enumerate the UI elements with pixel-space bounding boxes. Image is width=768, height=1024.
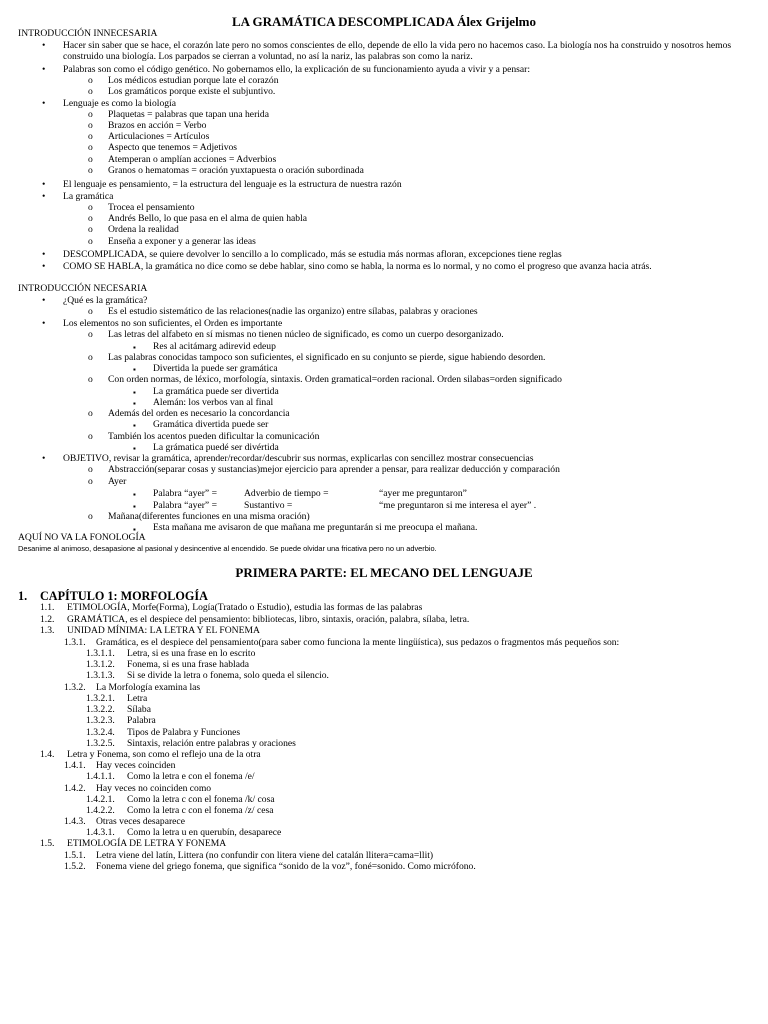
bullet-disc: • bbox=[42, 40, 46, 51]
item-text: El lenguaje es pensamiento, = la estructura del lenguaje es la estructura de nuestra razón bbox=[63, 179, 402, 190]
item-text: Mañana(diferentes funciones en una misma oración) bbox=[108, 511, 310, 522]
item-text: DESCOMPLICADA, se quiere devolver lo sencillo a lo complicado, más se estudia más normas afloran, excepciones tiene reglas bbox=[63, 249, 562, 260]
outline-text: Tipos de Palabra y Funciones bbox=[127, 727, 241, 738]
bullet-circle: o bbox=[88, 224, 93, 235]
item-text: Hacer sin saber que se hace, el corazón late pero no somos conscientes de ello, depende de ello la vida pero no hacemos caso. La biología nos ha construido y nosotros hemos construido una biología. Los parpados se cierran a voluntad, no así la nariz, las palabras son como la nariz. bbox=[63, 40, 732, 63]
bullet-circle: o bbox=[88, 236, 93, 247]
outline-text: Como la letra c con el fonema /k/ cosa bbox=[127, 794, 275, 805]
outline-number: 1.3.2. bbox=[64, 682, 86, 693]
item-text: Atemperan o amplían acciones = Adverbios bbox=[108, 154, 277, 165]
item-text: Abstracción(separar cosas y sustancias)mejor ejercicio para aprender a pensar, para realizar deducción y comparación bbox=[108, 464, 560, 475]
outline-number: 1.3.2.3. bbox=[86, 715, 115, 726]
outline-text: Como la letra e con el fonema /e/ bbox=[127, 771, 255, 782]
outline-text: Hay veces no coinciden como bbox=[96, 783, 212, 794]
bullet-square: ▪ bbox=[133, 502, 136, 511]
outline-text: La Morfología examina las bbox=[96, 682, 201, 693]
item-text: Enseña a exponer y a generar las ideas bbox=[108, 236, 256, 247]
item-text: Brazos en acción = Verbo bbox=[108, 120, 207, 131]
bullet-circle: o bbox=[88, 86, 93, 97]
outline-number: 1.3.2.1. bbox=[86, 693, 115, 704]
bullet-circle: o bbox=[88, 202, 93, 213]
bullet-square: ▪ bbox=[133, 490, 136, 499]
outline-number: 1.3.1.2. bbox=[86, 659, 115, 670]
item-text: Alemán: los verbos van al final bbox=[153, 397, 274, 408]
bullet-square: ▪ bbox=[133, 365, 136, 374]
outline-text: Como la letra c con el fonema /z/ cesa bbox=[127, 805, 274, 816]
part-title: PRIMERA PARTE: EL MECANO DEL LENGUAJE bbox=[235, 565, 533, 580]
outline-number: 1.3.2.2. bbox=[86, 704, 115, 715]
item-text: Ordena la realidad bbox=[108, 224, 179, 235]
item-text: Con orden normas, de léxico, morfología, sintaxis. Orden gramatical=orden racional. Orden silabas=orden significado bbox=[108, 374, 562, 385]
bullet-square: ▪ bbox=[133, 343, 136, 352]
item-text: Palabras son como el código genético. No gobernamos ello, la explicación de su funcionamiento ayuda a vivir y a pensar: bbox=[63, 64, 531, 75]
outline-number: 1.5.2. bbox=[64, 861, 86, 872]
item-text: ¿Qué es la gramática? bbox=[63, 295, 148, 306]
fonologia-note: Desanime al animoso, desapasione al pasional y desincentive al encendido. Se puede olvidar una fricativa pero no un adverbio. bbox=[18, 544, 437, 553]
outline-text: Letra y Fonema, son como el reflejo una de la otra bbox=[67, 749, 261, 760]
outline-text: Gramática, es el despiece del pensamiento(para saber como funciona la mente lingüística), sus pedazos o fragmentos más pequeños son: bbox=[96, 637, 620, 648]
item-text: También los acentos pueden dificultar la comunicación bbox=[108, 431, 320, 442]
outline-number: 1.4.1.1. bbox=[86, 771, 115, 782]
bullet-circle: o bbox=[88, 374, 93, 385]
outline-text: Letra bbox=[127, 693, 148, 704]
bullet-circle: o bbox=[88, 165, 93, 176]
outline-number: 1.4.3. bbox=[64, 816, 86, 827]
bullet-square: ▪ bbox=[133, 525, 136, 534]
outline-number: 1.4.2.2. bbox=[86, 805, 115, 816]
bullet-circle: o bbox=[88, 154, 93, 165]
outline-text: GRAMÁTICA, es el despiece del pensamiento: bibliotecas, libro, sintaxis, oración, palabra, sílaba, letra. bbox=[67, 614, 470, 625]
bullet-disc: • bbox=[42, 249, 46, 260]
outline-text: Sintaxis, relación entre palabras y oraciones bbox=[127, 738, 296, 749]
bullet-square: ▪ bbox=[133, 399, 136, 408]
item-text: Esta mañana me avisaron de que mañana me preguntarán si me preocupa el mañana. bbox=[153, 522, 478, 533]
item-text: Articulaciones = Artículos bbox=[108, 131, 210, 142]
item-text: La gramática bbox=[63, 191, 114, 202]
item-text: Los gramáticos porque existe el subjuntivo. bbox=[108, 86, 276, 97]
outline-text: Otras veces desaparece bbox=[96, 816, 185, 827]
outline-number: 1.1. bbox=[40, 602, 55, 613]
chapter-title: CAPÍTULO 1: MORFOLOGÍA bbox=[40, 589, 208, 603]
ayer-cell-function: Adverbio de tiempo = bbox=[244, 488, 329, 499]
item-text: Gramática divertida puede ser bbox=[153, 419, 269, 430]
item-text: OBJETIVO, revisar la gramática, aprender/recordar/descubrir sus normas, explicarlas con sencillez mostrar consecuencias bbox=[63, 453, 534, 464]
bullet-circle: o bbox=[88, 109, 93, 120]
bullet-square: ▪ bbox=[133, 444, 136, 453]
item-text: Res al acitámarg adirevid edeup bbox=[153, 341, 276, 352]
outline-number: 1.3.1. bbox=[64, 637, 86, 648]
outline-number: 1.4. bbox=[40, 749, 55, 760]
outline-text: UNIDAD MÍNIMA: LA LETRA Y EL FONEMA bbox=[67, 625, 260, 636]
outline-text: Fonema viene del griego fonema, que significa “sonido de la voz”, foné=sonido. Como micrófono. bbox=[96, 861, 476, 872]
bullet-circle: o bbox=[88, 306, 93, 317]
item-text: Ayer bbox=[108, 476, 127, 487]
bullet-circle: o bbox=[88, 476, 93, 487]
outline-number: 1.5.1. bbox=[64, 850, 86, 861]
bullet-circle: o bbox=[88, 120, 93, 131]
bullet-circle: o bbox=[88, 511, 93, 522]
outline-number: 1.2. bbox=[40, 614, 55, 625]
bullet-circle: o bbox=[88, 352, 93, 363]
bullet-circle: o bbox=[88, 431, 93, 442]
item-text: La gramática puede ser divertida bbox=[153, 386, 279, 397]
bullet-square: ▪ bbox=[133, 421, 136, 430]
outline-number: 1.4.1. bbox=[64, 760, 86, 771]
outline-text: Si se divide la letra o fonema, solo queda el silencio. bbox=[127, 670, 329, 681]
item-text: Las palabras conocidas tampoco son suficientes, el significado en su conjunto se pierde, sigue habiendo desorden. bbox=[108, 352, 546, 363]
ayer-cell-example: “ayer me preguntaron” bbox=[379, 488, 467, 499]
bullet-disc: • bbox=[42, 295, 46, 306]
item-text: Plaquetas = palabras que tapan una herida bbox=[108, 109, 269, 120]
outline-text: Letra viene del latín, Littera (no confundir con litera viene del catalán llitera=cama=llit) bbox=[96, 850, 434, 861]
outline-text: Como la letra u en querubín, desaparece bbox=[127, 827, 282, 838]
ayer-cell-function: Sustantivo = bbox=[244, 500, 293, 511]
outline-number: 1.3.2.5. bbox=[86, 738, 115, 749]
section-heading-fonologia: AQUÍ NO VA LA FONOLOGÍA bbox=[18, 532, 146, 543]
document-title: LA GRAMÁTICA DESCOMPLICADA Álex Grijelmo bbox=[231, 14, 537, 29]
outline-text: ETIMOLOGÍA DE LETRA Y FONEMA bbox=[67, 838, 227, 849]
bullet-circle: o bbox=[88, 408, 93, 419]
item-text: Los elementos no son suficientes, el Orden es importante bbox=[63, 318, 283, 329]
outline-number: 1.3.1.1. bbox=[86, 648, 115, 659]
item-text: Trocea el pensamiento bbox=[108, 202, 195, 213]
item-text: Aspecto que tenemos = Adjetivos bbox=[108, 142, 238, 153]
outline-text: Sílaba bbox=[127, 704, 151, 715]
item-text: Lenguaje es como la biología bbox=[63, 98, 176, 109]
item-text: COMO SE HABLA, la gramática no dice como se debe hablar, sino como se habla, la norma es lo normal, y no como el progreso que avanza hacia atrás. bbox=[63, 261, 652, 272]
item-text: Además del orden es necesario la concordancia bbox=[108, 408, 290, 419]
outline-text: Palabra bbox=[127, 715, 156, 726]
ayer-cell-word: Palabra “ayer” = bbox=[153, 500, 217, 511]
outline-number: 1.4.2. bbox=[64, 783, 86, 794]
bullet-circle: o bbox=[88, 75, 93, 86]
outline-text: Letra, si es una frase en lo escrito bbox=[127, 648, 256, 659]
bullet-disc: • bbox=[42, 261, 46, 272]
item-text: Las letras del alfabeto en sí mismas no tienen núcleo de significado, es como un cuerpo desorganizado. bbox=[108, 329, 504, 340]
item-text: Andrés Bello, lo que pasa en el alma de quien habla bbox=[108, 213, 308, 224]
outline-text: Fonema, si es una frase hablada bbox=[127, 659, 250, 670]
section-heading-necesaria: INTRODUCCIÓN NECESARIA bbox=[18, 283, 148, 294]
section-heading-intro: INTRODUCCIÓN INNECESARIA bbox=[18, 28, 158, 39]
item-text: Los médicos estudian porque late el corazón bbox=[108, 75, 279, 86]
outline-number: 1.3.1.3. bbox=[86, 670, 115, 681]
bullet-circle: o bbox=[88, 142, 93, 153]
item-text: Divertida la puede ser gramática bbox=[153, 363, 278, 374]
bullet-disc: • bbox=[42, 453, 46, 464]
outline-number: 1.4.2.1. bbox=[86, 794, 115, 805]
bullet-disc: • bbox=[42, 318, 46, 329]
item-text: Granos o hematomas = oración yuxtapuesta o oración subordinada bbox=[108, 165, 364, 176]
ayer-cell-example: “me preguntaron si me interesa el ayer” . bbox=[379, 500, 537, 511]
ayer-cell-word: Palabra “ayer” = bbox=[153, 488, 217, 499]
bullet-circle: o bbox=[88, 329, 93, 340]
bullet-circle: o bbox=[88, 464, 93, 475]
item-text: La grámatica puedé ser divértida bbox=[153, 442, 279, 453]
bullet-square: ▪ bbox=[133, 388, 136, 397]
item-text: Es el estudio sistemático de las relaciones(nadie las organizo) entre sílabas, palabras y oraciones bbox=[108, 306, 478, 317]
outline-number: 1.5. bbox=[40, 838, 55, 849]
bullet-disc: • bbox=[42, 64, 46, 75]
outline-number: 1.3.2.4. bbox=[86, 727, 115, 738]
outline-text: Hay veces coinciden bbox=[96, 760, 176, 771]
bullet-disc: • bbox=[42, 98, 46, 109]
outline-number: 1.3. bbox=[40, 625, 55, 636]
bullet-disc: • bbox=[42, 191, 46, 202]
bullet-circle: o bbox=[88, 213, 93, 224]
outline-number: 1.4.3.1. bbox=[86, 827, 115, 838]
chapter-number: 1. bbox=[18, 589, 28, 603]
bullet-circle: o bbox=[88, 131, 93, 142]
outline-text: ETIMOLOGÍA, Morfe(Forma), Logía(Tratado o Estudio), estudia las formas de las palabras bbox=[67, 602, 423, 613]
bullet-disc: • bbox=[42, 179, 46, 190]
